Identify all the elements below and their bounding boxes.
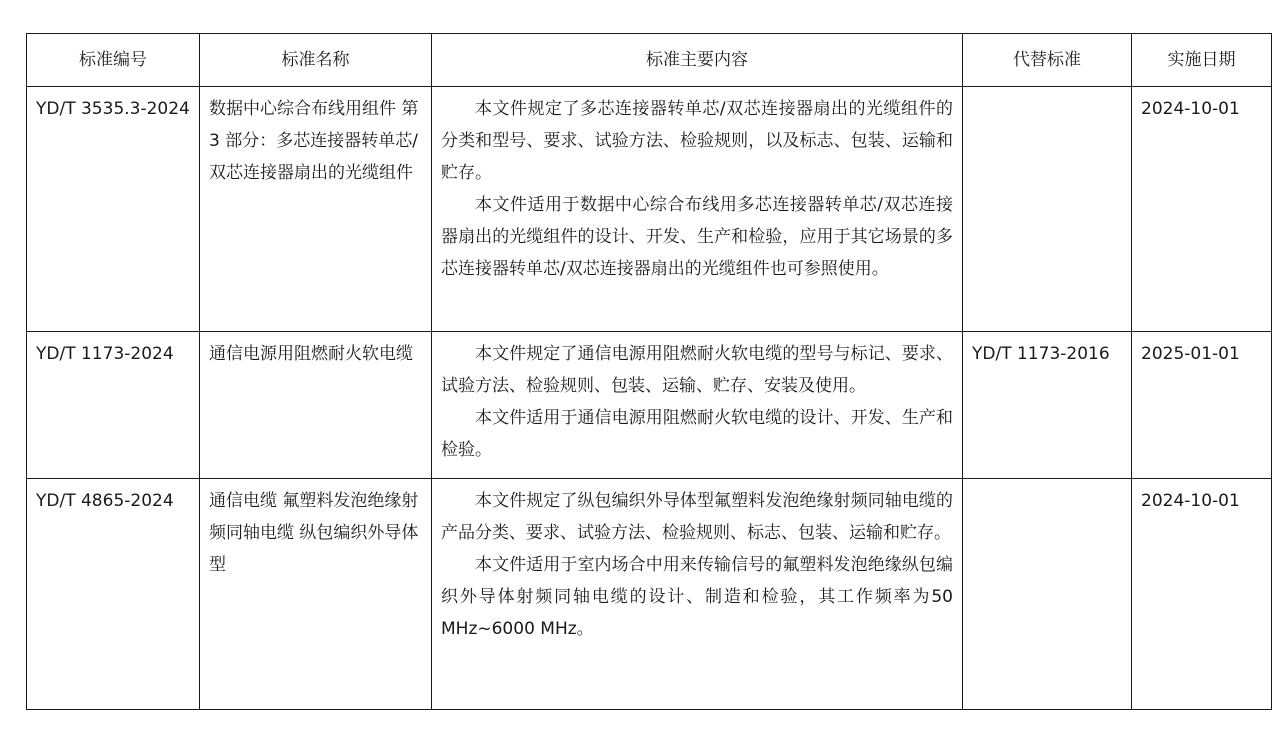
standard-name: 通信电源用阻燃耐火软电缆: [200, 332, 432, 479]
table-row: [27, 332, 1272, 479]
standard-content: [432, 332, 963, 479]
standard-code: YD/T 3535.3-2024: [27, 87, 200, 332]
effective-date: 2024-10-01: [1132, 479, 1272, 710]
header-code: 标准编号: [27, 34, 200, 87]
standard-content: [432, 87, 963, 332]
content-paragraph: 本文件规定了通信电源用阻燃耐火软电缆的型号与标记、要求、试验方法、检验规则、包装、运输、贮存、安装及使用。: [441, 344, 953, 396]
standard-name: 数据中心综合布线用组件 第 3 部分：多芯连接器转单芯/双芯连接器扇出的光缆组件: [200, 87, 432, 332]
standard-content: [432, 479, 963, 710]
header-row: [27, 34, 1272, 87]
header-name: 标准名称: [200, 34, 432, 87]
standard-code: YD/T 1173-2024: [27, 332, 200, 479]
header-replaces: 代替标准: [963, 34, 1132, 87]
content-paragraph: 本文件适用于数据中心综合布线用多芯连接器转单芯/双芯连接器扇出的光缆组件的设计、开发、生产和检验，应用于其它场景的多芯连接器转单芯/双芯连接器扇出的光缆组件也可参照使用。: [441, 195, 953, 279]
standards-table: [26, 33, 1272, 710]
table-row: [27, 479, 1272, 710]
standard-name: 通信电缆 氟塑料发泡绝缘射频同轴电缆 纵包编织外导体型: [200, 479, 432, 710]
effective-date: 2024-10-01: [1132, 87, 1272, 332]
table-row: [27, 87, 1272, 332]
header-date: 实施日期: [1132, 34, 1272, 87]
content-paragraph: 本文件适用于通信电源用阻燃耐火软电缆的设计、开发、生产和检验。: [441, 408, 953, 460]
effective-date: 2025-01-01: [1132, 332, 1272, 479]
standard-code: YD/T 4865-2024: [27, 479, 200, 710]
content-paragraph: 本文件规定了纵包编织外导体型氟塑料发泡绝缘射频同轴电缆的产品分类、要求、试验方法、检验规则、标志、包装、运输和贮存。: [441, 491, 953, 543]
replaced-standard: YD/T 1173-2016: [963, 332, 1132, 479]
header-content: 标准主要内容: [432, 34, 963, 87]
content-paragraph: 本文件适用于室内场合中用来传输信号的氟塑料发泡绝缘纵包编织外导体射频同轴电缆的设计、制造和检验，其工作频率为50 MHz~6000 MHz。: [441, 555, 953, 639]
replaced-standard: [963, 87, 1132, 332]
content-paragraph: 本文件规定了多芯连接器转单芯/双芯连接器扇出的光缆组件的分类和型号、要求、试验方法、检验规则，以及标志、包装、运输和贮存。: [441, 99, 953, 183]
replaced-standard: [963, 479, 1132, 710]
